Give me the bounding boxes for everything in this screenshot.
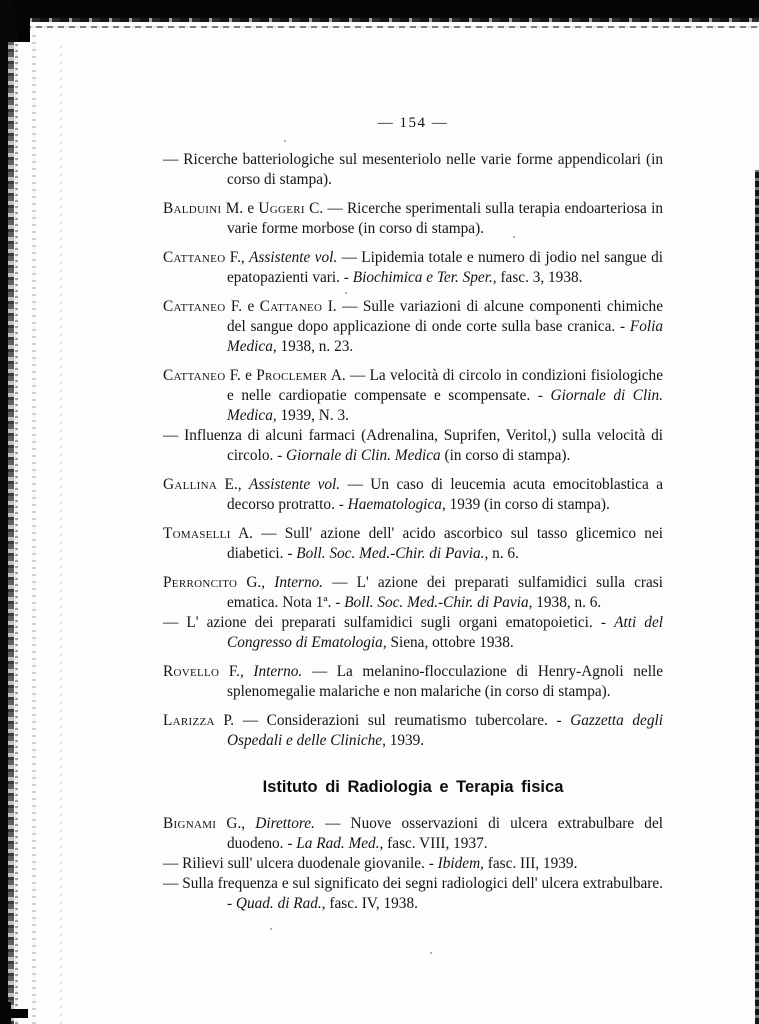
italic-text: Biochimica e Ter. Sper. [352,269,493,286]
bibliography-entry [163,814,663,854]
italic-text: Boll. Soc. Med.-Chir. di Pavia. [296,545,485,562]
italic-text: Assistente vol. [248,476,341,493]
entry-text: , 1939 (in corso di stampa). [441,496,610,513]
italic-text: Gazzetta degli Ospedali e delle Cliniche [227,712,664,749]
bibliography-entry [163,613,663,653]
scan-left-edge [0,0,8,1024]
scan-left-streak [60,40,62,1024]
entry-text: — L' azione dei preparati sulfamidici sugli organi ematopoietici. - [163,614,615,631]
italic-text: Atti del Congresso di Ematologia [227,614,663,651]
entry-text: P. — Considerazioni sul reumatismo tubercolare. - [214,712,571,729]
entry-text: (in corso di stampa). [440,447,571,464]
entry-text: G., [216,815,256,832]
entry-text: A. — La velocità di circolo in condizioni fisiologiche e nelle cardiopatie compensate e scompensate. - [227,367,663,404]
italic-text: Quad. di Rad. [235,895,322,912]
italic-text: La Rad. Med. [296,835,380,852]
bibliography-entry [163,854,663,874]
entry-text: , fasc. III, 1939. [480,855,578,872]
entry-text: — Ricerche batteriologiche sul mesenteriolo nelle varie forme appendicolari (in corso di stampa). [163,151,663,188]
entry-text: C. — Ricerche sperimentali sulla terapia endoarteriosa in varie forme morbose (in corso di stampa). [227,200,663,237]
author-name: Cattaneo [163,249,226,266]
entry-text: F., [219,663,254,680]
entry-text: — Influenza di alcuni farmaci (Adrenalina, Suprifen, Veritol,) sulla velocità di circolo. - [163,427,663,464]
author-name: Proclemer [256,367,328,384]
entry-text: , 1938, n. 6. [528,594,602,611]
section-heading: Istituto di Radiologia e Terapia fisica [262,778,564,796]
italic-text: Folia Medica [227,318,663,355]
bibliography-entry [163,150,663,190]
bibliography-entry [163,874,663,914]
italic-text: Ibidem [437,855,481,872]
entry-text: — Rilievi sull' ulcera duodenale giovanile. - [163,855,438,872]
page-number: — 154 — [377,115,449,131]
author-name: Uggeri [258,200,305,217]
bibliography-entry [163,426,663,466]
scan-left-streak [15,25,18,1024]
entry-text: , fasc. VIII, 1937. [379,835,488,852]
paper-speck [270,928,272,930]
bibliography-entry [163,366,663,426]
author-name: Cattaneo [163,367,226,384]
author-name: Perroncito [163,574,238,591]
bibliography-entry [163,524,663,564]
scan-left-streak [8,0,14,1024]
entry-text: I. — Sulle variazioni di alcune componenti chimiche del sangue dopo applicazione di onde corte sulla base cranica. - [227,298,663,335]
italic-text: Boll. Soc. Med.-Chir. di Pavia [344,594,529,611]
entry-text: — L' azione dei preparati sulfamidici sulla crasi ematica. Nota 1ª. - [227,574,663,611]
author-name: Gallina [163,476,218,493]
entry-text: , 1939, N. 3. [272,407,349,424]
entry-text: G., [237,574,275,591]
entry-text: , fasc. IV, 1938. [321,895,418,912]
entry-text: , n. 6. [484,545,519,562]
author-name: Balduini [163,200,222,217]
italic-text: Interno. [274,574,324,591]
entry-text: , Siena, ottobre 1938. [382,634,514,651]
bibliography-entry [163,199,663,239]
author-name: Cattaneo [259,298,323,315]
bibliography-entry [163,711,663,751]
entry-text: M. e [221,200,259,217]
entry-text: , fasc. 3, 1938. [492,269,583,286]
author-name: Bignami [163,815,217,832]
italic-text: Interno. [253,663,303,680]
author-name: Tomaselli [163,525,231,542]
entry-text: — Nuove osservazioni di ulcera extrabulbare del duodeno. - [227,815,663,852]
entry-text: F. e [225,298,260,315]
entry-text: F., [225,249,250,266]
bibliography-entry [163,248,663,288]
bibliography [163,150,663,914]
entry-text: , 1939. [382,732,425,749]
entry-text: , 1938, n. 23. [272,338,354,355]
author-name: Larizza [163,712,215,729]
bibliography-entry [163,573,663,613]
author-name: Rovello [163,663,220,680]
author-name: Cattaneo [163,298,226,315]
italic-text: Direttore. [255,815,315,832]
scan-right-edge [755,170,759,1024]
scan-top-underpage-line [14,26,759,28]
entry-text: — Sulla frequenza e sul significato dei segni radiologici dell' ulcera extrabulbare. - [163,875,663,912]
italic-text: Haematologica [347,496,442,513]
entry-text: — Un caso di leucemia acuta emocitoblastica a decorso protratto. - [227,476,663,513]
scan-left-streak [32,30,36,1024]
entry-text: F. e [225,367,257,384]
scan-bottom-corner-mark [0,1002,11,1024]
entry-text: — La melanino-flocculazione di Henry-Agnoli nelle splenomegalie malariche e non malariche (in corso di stampa). [227,663,663,700]
bibliography-entry [163,662,663,702]
entry-text: A. — Sull' azione dell' acido ascorbico sul tasso glicemico nei diabetici. - [227,525,663,562]
italic-text: Giornale di Clin. Medica [286,447,441,464]
paper-speck [430,952,432,954]
entry-text: E., [217,476,249,493]
italic-text: Giornale di Clin. Medica [227,387,663,424]
scan-top-page-edge-line [0,18,759,22]
bibliography-entry [163,475,663,515]
scan-top-edge [0,0,759,18]
page-body [163,115,663,914]
italic-text: Assistente vol. [249,249,338,266]
bibliography-entry [163,297,663,357]
entry-text: — Lipidemia totale e numero di jodio nel sangue di epatopazienti vari. - [227,249,663,286]
